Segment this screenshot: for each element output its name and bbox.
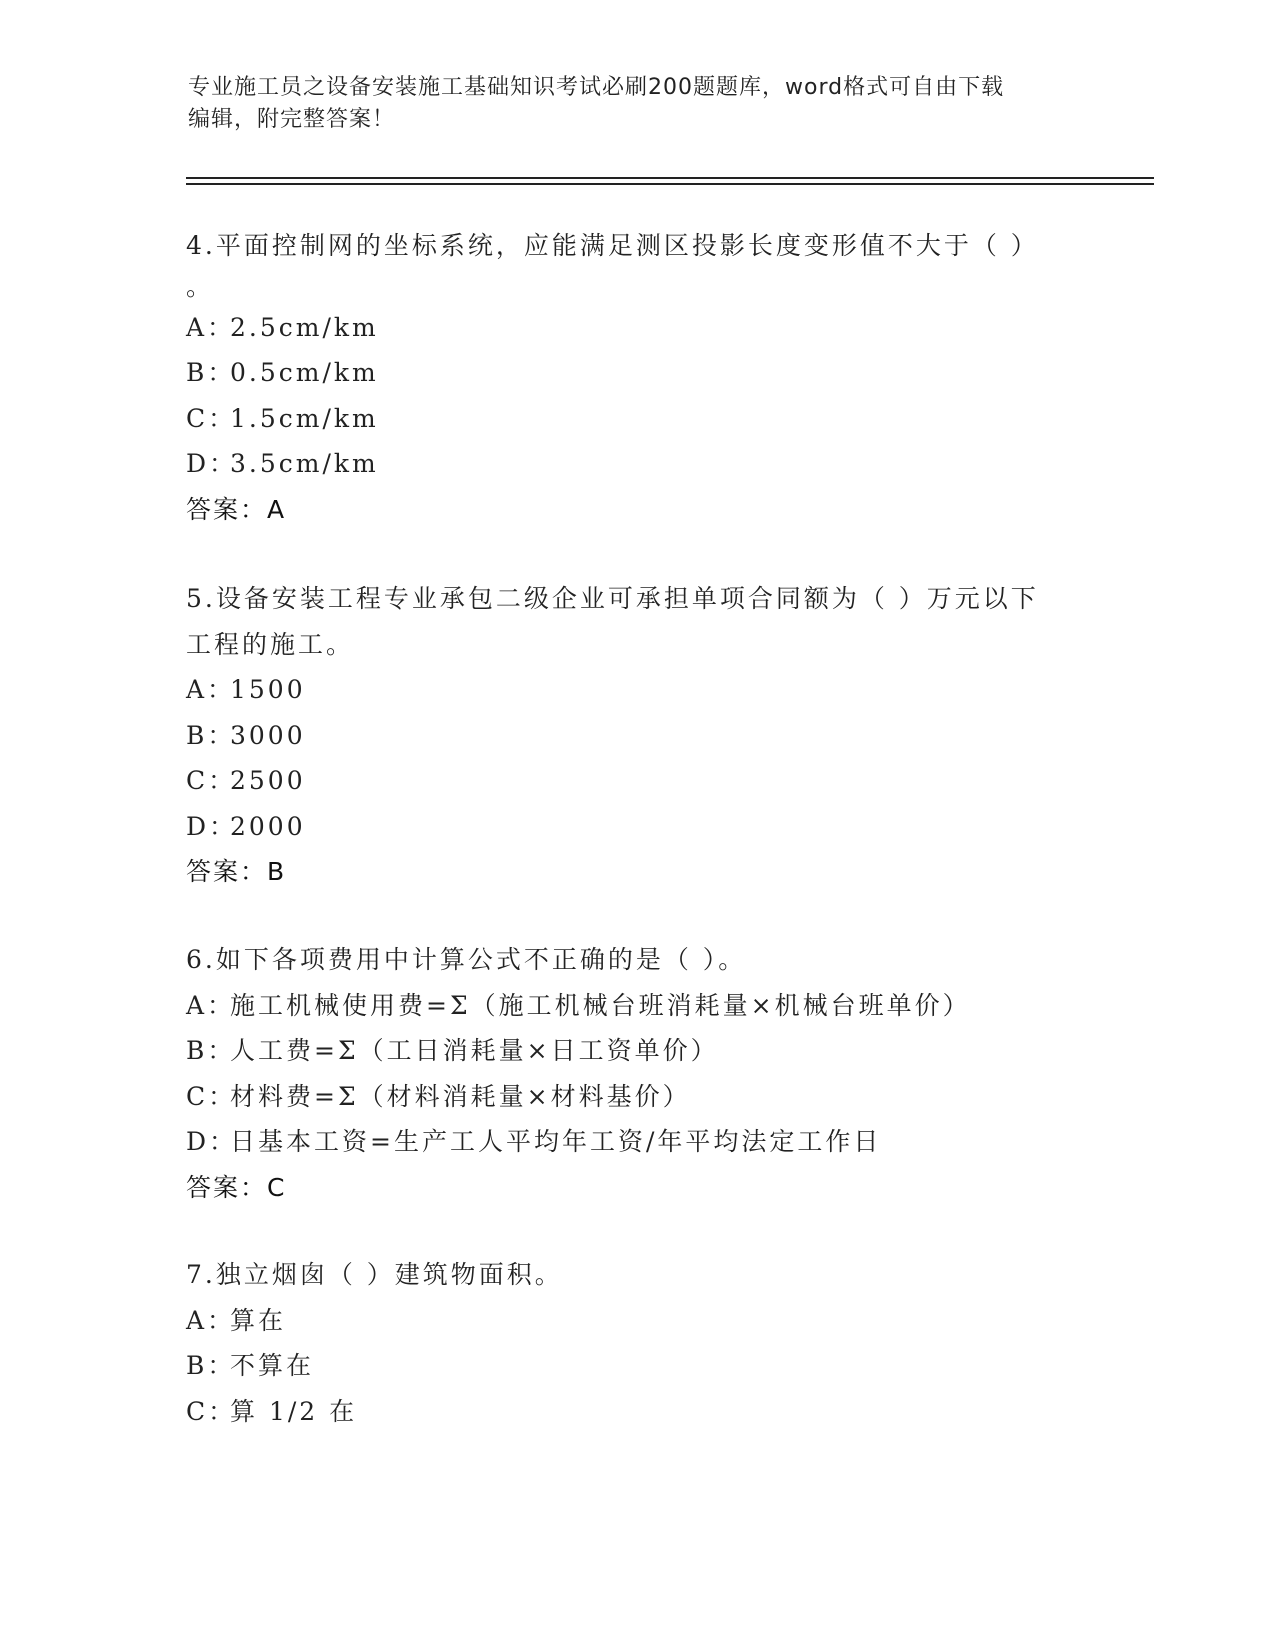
option-text: 材料费=Σ（材料消耗量×材料基价） <box>230 1081 691 1111</box>
header-title-line-2: 编辑，附完整答案！ <box>188 107 396 132</box>
option-text: 日基本工资=生产工人平均年工资/年平均法定工作日 <box>230 1127 882 1156</box>
option-b <box>186 1028 1086 1074</box>
option-label: B： <box>186 358 236 387</box>
header-divider-bottom <box>186 183 1154 185</box>
option-label: D： <box>186 1127 238 1156</box>
option-c <box>186 1074 1086 1120</box>
option-label: C： <box>186 1396 237 1426</box>
option-text: 人工费=Σ（工日消耗量×日工资单价） <box>230 1036 719 1065</box>
option-a <box>186 305 1086 351</box>
question-5 <box>186 576 1086 895</box>
option-label: B： <box>186 1036 236 1065</box>
question-4 <box>186 223 1086 532</box>
option-label: A： <box>186 1305 236 1335</box>
option-c <box>186 758 1086 804</box>
option-text: 2.5cm/km <box>230 312 379 342</box>
question-stem-line: 。 <box>186 271 215 301</box>
option-d <box>186 1119 1086 1165</box>
option-b <box>186 350 1086 396</box>
option-b <box>186 1343 1086 1389</box>
option-text: 2500 <box>230 766 306 795</box>
option-text: 3.5cm/km <box>230 449 379 478</box>
option-text: 施工机械使用费=Σ（施工机械台班消耗量×机械台班单价） <box>230 990 971 1020</box>
question-stem-line: 6.如下各项费用中计算公式不正确的是（ ）。 <box>186 945 747 974</box>
option-label: A： <box>186 990 236 1020</box>
option-label: C： <box>186 1081 237 1111</box>
option-label: D： <box>186 811 238 841</box>
option-label: B： <box>186 720 236 750</box>
option-c <box>186 1389 1086 1435</box>
answer-line: 答案：A <box>186 494 287 524</box>
option-label: A： <box>186 312 236 342</box>
document-header <box>188 72 1068 136</box>
option-a <box>186 983 1086 1029</box>
option-text: 1500 <box>230 675 306 704</box>
answer-line: 答案：C <box>186 1172 287 1202</box>
option-text: 0.5cm/km <box>230 358 379 387</box>
option-label: C： <box>186 403 237 433</box>
option-d <box>186 804 1086 850</box>
option-text: 3000 <box>230 720 306 750</box>
question-stem-line: 5.设备安装工程专业承包二级企业可承担单项合同额为（ ）万元以下 <box>186 584 1039 613</box>
option-a <box>186 667 1086 713</box>
option-d <box>186 441 1086 487</box>
question-stem-line: 工程的施工。 <box>186 629 355 659</box>
option-label: A： <box>186 675 236 704</box>
option-text: 不算在 <box>230 1351 315 1380</box>
option-text: 1.5cm/km <box>230 403 379 433</box>
header-divider-top <box>186 177 1154 179</box>
option-c <box>186 396 1086 442</box>
answer-line: 答案：B <box>186 857 287 886</box>
option-label: D： <box>186 449 238 478</box>
option-text: 2000 <box>230 811 306 841</box>
option-text: 算在 <box>230 1305 287 1335</box>
option-a <box>186 1298 1086 1344</box>
question-7 <box>186 1252 1086 1434</box>
header-title-line-1: 专业施工员之设备安装施工基础知识考试必刷200题题库，word格式可自由下载 <box>188 75 1005 100</box>
question-6 <box>186 937 1086 1210</box>
question-stem-line: 7.独立烟囱（ ）建筑物面积。 <box>186 1260 563 1289</box>
option-b <box>186 713 1086 759</box>
option-label: B： <box>186 1351 236 1380</box>
option-label: C： <box>186 766 237 795</box>
option-text: 算 1/2 在 <box>230 1396 358 1426</box>
question-stem-line: 4.平面控制网的坐标系统，应能满足测区投影长度变形值不大于（ ） <box>186 231 1039 260</box>
